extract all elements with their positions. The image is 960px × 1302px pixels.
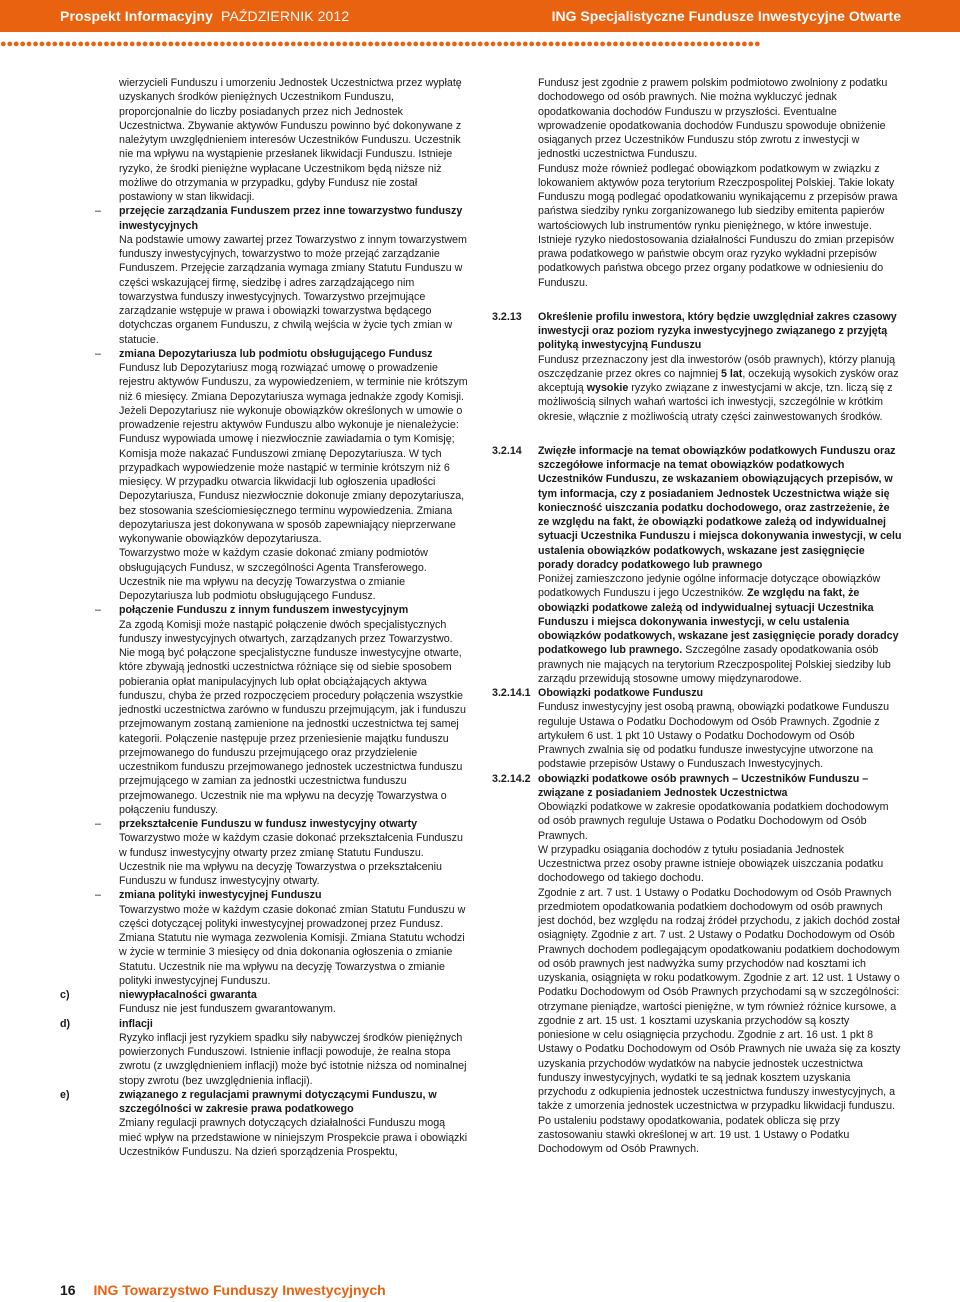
risk-item-text: Towarzystwo może w każdym czasie dokonać przekształcenia Funduszu w fundusz inwestycyjny otwarty przez zmianę Statutu Funduszu. Uczestnik nie ma wpływu na decyzję Towarzystwa o przekształceniu Funduszu w fundusz inwestycyjny otwarty. [119, 832, 463, 887]
lettered-heading: inflacji [119, 1017, 153, 1030]
left-column [60, 76, 470, 1159]
section-heading: Określenie profilu inwestora, który będzie uwzględniał zakres czasowy inwestycji oraz poziom ryzyka inwestycyjnego związanego z przyjętą polityką inwestycyjną Funduszu [538, 310, 897, 352]
risk-item-text: Towarzystwo może w każdym czasie dokonać zmian Statutu Funduszu w części dotyczącej polityki inwestycyjnej prowadzonej przez Fundusz. Zmiana Statutu nie wymaga zezwolenia Komisji. Zmiana Statutu wchodzi w życie w terminie 3 miesięcy od dnia dokonania ogłoszenia o zmianie Statutu. Uczestnik nie ma wpływu na decyzję Towarzystwa o zmianie polityki inwestycyjnej Funduszu. [119, 903, 466, 987]
risk-item [60, 347, 470, 604]
section-heading: obowiązki podatkowe osób prawnych – Uczestników Funduszu – związane z posiadaniem Jednostek Uczestnictwa [538, 772, 869, 799]
section-text: Zgodnie z art. 7 ust. 1 Ustawy o Podatku Dochodowym od Osób Prawnych przedmiotem opodatkowania podatkiem dochodowym od osób prawnych jest dochód, bez względu na rodzaj źródeł przychodu, z jakich dochód został osiągnięty. Zgodnie z art. 7 ust. 2 Ustawy o Podatku Dochodowym od Osób Prawnych dochodem podlegającym opodatkowaniu podatkiem dochodowym od osób prawnych jest nadwyżka sumy przychodów nad kosztami ich uzyskania, osiągnięta w roku podatkowym. Zgodnie z art. 12 ust. 1 Ustawy o Podatku Dochodowym od Osób Prawnych przychodami są w szczególności: otrzymane pieniądze, wartości pieniężne, w tym również różnice kursowe, a zgodnie z art. 15 ust. 1 kosztami uzyskania przychodów są koszty poniesione w celu osiągnięcia przychodu. Zgodnie z art. 16 ust. 1 pkt 8 Ustawy o Podatku Dochodowym od Osób Prawnych nie uważa się za koszty uzyskania przychodów wydatków na nabycie jednostek uczestnictwa funduszy inwestycyjnych, wydatki te są jednak kosztem uzyskania przychodu z odkupienia jednostek uczestnictwa funduszy inwestycyjnych, a także z umorzenia jednostek uczestnictwa w przypadku likwidacji funduszu. Po ustaleniu podstawy opodatkowania, podatek oblicza się przy zastosowaniu stawki określonej w art. 19 ust. 1 Ustawy o Podatku Dochodowym od Osób Prawnych. [538, 886, 901, 1155]
section-text: Poniżej zamieszczono jedynie ogólne informacje dotyczące obowiązków podatkowych Funduszu i jego Uczestników. Ze względu na fakt, że obowiązki podatkowe zależą od indywidualnej sytuacji Uczestnika Funduszu i miejsca dokonywania inwestycji, w celu ustalenia obowiązków podatkowych, wskazane jest zasięgnięcie porady doradcy podatkowego lub prawnego. Szczególne zasady opodatkowania osób prawnych nie mających na terytorium Rzeczpospolitej Polskiej siedziby lub zarządu przewidują stosowne umowy międzynarodowe. [538, 573, 899, 685]
risk-item-text: Jeżeli Depozytariusz nie wykonuje obowiązków określonych w umowie o prowadzenie rejestru aktywów Funduszu albo wykonuje je nienależycie: Fundusz wypowiada umowę i niezwłocznie zawiadamia o tym Komisję; Komisja może nakazać Funduszowi zmianę Depozytariusza. W tych przypadkach wypowiedzenie może nastąpić w terminie krótszym niż 6 miesięcy. W przypadku otwarcia likwidacji lub ogłoszenia upadłości Depozytariusza, Fundusz niezwłocznie dokonuje zmiany depozytariusza, bez stosowania sześciomiesięcznego terminu wypowiedzenia. Zmiana depozytariusza jest dokonywana w sposób zapewniający nieprzerwane wykonywanie obowiązków depozytariusza. [119, 404, 465, 545]
header-series-name: ING Specjalistyczne Fundusze Inwestycyjne Otwarte [551, 8, 901, 24]
document-title: Prospekt Informacyjny [60, 8, 214, 24]
tax-intro-paragraph: Fundusz jest zgodnie z prawem polskim podmiotowo zwolniony z podatku dochodowego od osób prawnych. Nie można wykluczyć jednak opodatkowania dochodów Funduszu w przyszłości. Eventualne wprowadzenie opodatkowania dochodów Funduszu spowoduje obniżenie osiąganych przez Uczestników Funduszu stóp zwrotu z inwestycji w jednostki uczestnictwa Funduszu. [538, 77, 888, 161]
header-title [60, 8, 349, 24]
section-number: 3.2.14.1 [492, 687, 531, 699]
page-number: 16 [60, 1282, 76, 1298]
document-date: PAŹDZIERNIK 2012 [221, 8, 350, 24]
lettered-text: Ryzyko inflacji jest ryzykiem spadku siły nabywczej środków pieniężnych powierzonych Funduszowi. Istnienie inflacji powoduje, że realna stopa zwrotu (z uwzględnieniem inflacji) może być istotnie niższa od nominalnej stopy zwrotu (bez uwzględnienia inflacji). [119, 1031, 467, 1087]
page-header [0, 0, 960, 32]
dash-marker: – [95, 818, 101, 830]
risk-item-heading: zmiana polityki inwestycyjnej Funduszu [119, 889, 322, 902]
page-footer [60, 1282, 386, 1298]
section-text: Fundusz przeznaczony jest dla inwestorów (osób prawnych), którzy planują oszczędzanie przez okres co najmniej 5 lat, oczekują wysokich zysków oraz akceptują wysokie ryzyko związane z inwestycjami w akcje, tzn. liczą się z możliwością silnych wahań wartości ich inwestycji, szczególnie w krótkim okresie, włącznie z możliwością utraty części zainwestowanych środków. [538, 353, 899, 423]
lettered-item [60, 988, 470, 1017]
section-heading: Zwięzłe informacje na temat obowiązków podatkowych Funduszu oraz szczegółowe informacje na temat obowiązków podatkowych Uczestników Funduszu, ze wskazaniem obowiązujących przepisów, w tym informacja, czy z posiadaniem Jednostek Uczestnictwa wiąże się konieczność uiszczania podatku dochodowego, oraz zastrzeżenie, że ze względu na fakt, że obowiązki podatkowe zależą od indywidualnej sytuacji Uczestnika Funduszu i miejsca dokonywania inwestycji, w celu ustalenia obowiązków podatkowych, wskazane jest zasięgnięcie porady doradcy podatkowego lub prawnego [538, 444, 902, 571]
risk-item-heading: przekształcenie Funduszu w fundusz inwestycyjny otwarty [119, 818, 418, 830]
risk-item-text: Fundusz lub Depozytariusz mogą rozwiązać umowę o prowadzenie rejestru aktywów Funduszu, za wypowiedzeniem, w terminie nie krótszym niż 6 miesięcy. Zmiana Depozytariusza wymaga jednakże zgody Komisji. [119, 362, 468, 403]
dotted-divider: ●●●●●●●●●●●●●●●●●●●●●●●●●●●●●●●●●●●●●●●●●●●●●●●●●●●●●●●●●●●●●●●●●●●●●●●●●●●●●●●●●●●●●●●●●●●●●●●●●●●●●●●●●●●●●●●●●●●●●● [0, 40, 761, 48]
lettered-text: Zmiany regulacji prawnych dotyczących działalności Funduszu mogą mieć wpływ na przedstawione w niniejszym Prospekcie prawa i obowiązki Uczestników Funduszu. Na dzień sporządzenia Prospektu, [119, 1117, 468, 1158]
risk-item [60, 817, 470, 888]
dash-marker: – [95, 604, 101, 617]
lettered-heading: związanego z regulacjami prawnymi dotyczącymi Funduszu, w szczególności w zakresie prawa podatkowego [119, 1088, 437, 1115]
section-number: 3.2.14 [492, 444, 522, 457]
dash-marker: – [95, 347, 101, 360]
letter-marker: e) [60, 1088, 70, 1101]
risk-item-heading: połączenie Funduszu z innym funduszem inwestycyjnym [119, 604, 409, 617]
section-3-2-13 [492, 310, 902, 424]
risk-item [60, 888, 470, 988]
risk-item-text: Na podstawie umowy zawartej przez Towarzystwo z innym towarzystwem funduszy inwestycyjnych, towarzystwo to może przejąć zarządzanie Funduszem. Przejęcie zarządzania wymaga zmiany Statutu Funduszu w części wskazującej firmę, siedzibę i adres zarządzającego nim towarzystwa funduszy inwestycyjnych. Towarzystwo przejmujące zarządzanie wstępuje w prawa i obowiązki towarzystwa będącego dotychczas organem Funduszu, z chwilą wejścia w życie tych zmian w statucie. [119, 233, 467, 346]
dash-marker: – [95, 205, 101, 218]
left-intro-paragraph: wierzycieli Funduszu i umorzeniu Jednostek Uczestnictwa przez wypłatę uzyskanych środków pieniężnych Uczestnikom Funduszu, proporcjonalnie do liczby posiadanych przez nich Jednostek Uczestnictwa. Zbywanie aktywów Funduszu powinno być dokonywane z należytym uwzględnieniem interesów Uczestników Funduszu. Uczestnik nie ma wpływu na wystąpienie przesłanek likwidacji Funduszu. Istnieje ryzyko, że środki pieniężne wypłacane Uczestnikom będą niższe niż możliwe do otrzymania w przypadku, gdyby Fundusz nie został postawiony w stan likwidacji. [119, 77, 462, 203]
tax-foreign-paragraph: Fundusz może również podlegać obowiązkom podatkowym w związku z lokowaniem aktywów poza terytorium Rzeczpospolitej Polskiej. Takie lokaty Funduszu mogą podlegać opodatkowaniu wynikającemu z przepisów prawa państwa siedziby rynku zorganizowanego lub siedziby emitenta papierów wartościowych lub instrumentów rynku pieniężnego, w które inwestuje. Istnieje ryzyko niedostosowania działalności Funduszu do zmian przepisów prawa podatkowego w państwie obcym oraz ryzyko wykładni przepisów podatkowych państwa obcego przez organy podatkowe w odniesieniu do Funduszu. [538, 162, 898, 289]
section-number: 3.2.13 [492, 310, 522, 323]
section-text: Obowiązki podatkowe w zakresie opodatkowania podatkiem dochodowym od osób prawnych reguluje Ustawa o Podatku Dochodowym od Osób Prawnych. [538, 801, 889, 842]
lettered-heading: niewypłacalności gwaranta [119, 989, 257, 1001]
section-number: 3.2.14.2 [492, 772, 531, 785]
right-column [492, 76, 902, 1156]
section-text: W przypadku osiągania dochodów z tytułu posiadania Jednostek Uczestnictwa przez osoby prawne istnieje obowiązek uiszczania podatku dochodowego od takiego dochodu. [538, 843, 884, 885]
section-3-2-14-2 [492, 772, 902, 1157]
risk-item-heading: zmiana Depozytariusza lub podmiotu obsługującego Fundusz [119, 347, 433, 360]
risk-item [60, 603, 470, 817]
letter-marker: c) [60, 989, 70, 1001]
section-text: Fundusz inwestycyjny jest osobą prawną, obowiązki podatkowe Funduszu reguluje Ustawa o Podatku Dochodowym od Osób Prawnych. Zgodnie z artykułem 6 ust. 1 pkt 10 Ustawy o Podatku Dochodowym od Osób Prawnych zwalnia się od podatku fundusze inwestycyjne utworzone na podstawie przepisów Ustawy o Funduszach Inwestycyjnych. [538, 701, 890, 771]
risk-item-text: Towarzystwo może w każdym czasie dokonać zmiany podmiotów obsługujących Fundusz, w szczególności Agenta Transferowego. Uczestnik nie ma wpływu na decyzję Towarzystwa o zmianie Depozytariusza lub podmiotu obsługującego Fundusz. [119, 547, 428, 602]
risk-item-heading: przejęcie zarządzania Funduszem przez inne towarzystwo funduszy inwestycyjnych [119, 205, 463, 232]
section-3-2-14 [492, 444, 902, 686]
dash-marker: – [95, 889, 101, 902]
section-heading: Obowiązki podatkowe Funduszu [538, 687, 704, 699]
risk-item [60, 204, 470, 347]
lettered-item [60, 1017, 470, 1088]
section-3-2-14-1 [492, 686, 902, 772]
lettered-text: Fundusz nie jest funduszem gwarantowanym. [119, 1003, 336, 1016]
letter-marker: d) [60, 1017, 71, 1030]
risk-item-text: Za zgodą Komisji może nastąpić połączenie dwóch specjalistycznych funduszy inwestycyjnych otwartych, zarządzanych przez Towarzystwo. Nie mogą być połączone specjalistyczne fundusze inwestycyjne otwarte, które zbywają jednostki uczestnictwa różniące się od siebie sposobem pobierania opłat manipulacyjnych lub opłat obciążających aktywa funduszu, chyba że przed rozpoczęciem procedury połączenia wszystkie jednostki uczestnictwa zarówno w funduszu przejmującym, jak i funduszu przejmowanym zostaną zamienione na jednostki uczestnictwa tej samej kategorii. Połączenie następuje przez przeniesienie majątku funduszu przejmowanego do funduszu przejmującego oraz przydzielenie uczestnikom funduszu przejmowanego jednostek uczestnictwa funduszu przejmującego w zamian za jednostki uczestnictwa funduszu przejmowanego. Uczestnik nie ma wpływu na decyzję Towarzystwa o połączeniu funduszy. [119, 618, 466, 816]
lettered-item [60, 1088, 470, 1159]
footer-company-name: ING Towarzystwo Funduszy Inwestycyjnych [93, 1282, 386, 1298]
